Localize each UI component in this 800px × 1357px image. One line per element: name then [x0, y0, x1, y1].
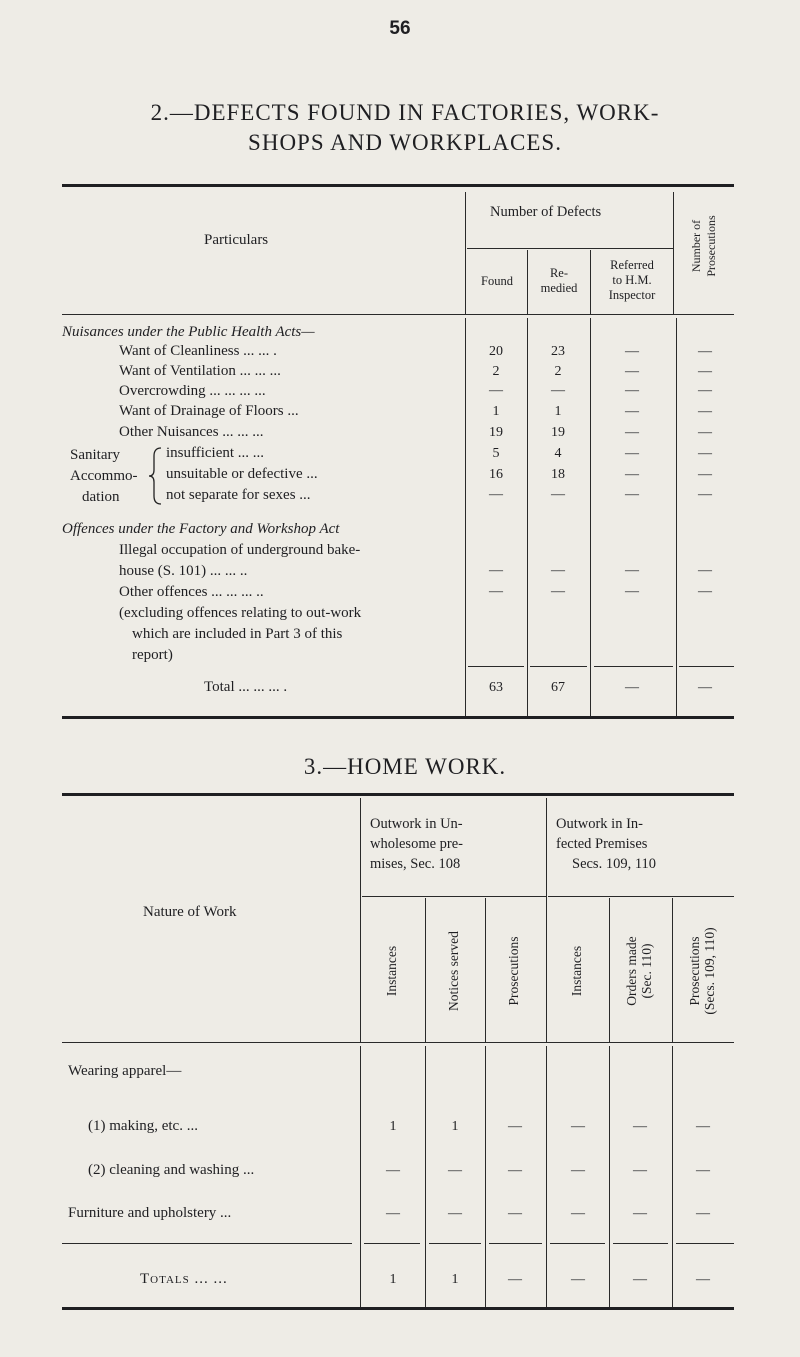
totals-value: — [696, 1272, 710, 1287]
group-1-header-line: mises, Sec. 108 [370, 856, 461, 872]
referred-header-line: Inspector [608, 288, 656, 302]
instances-2-header: Instances [569, 945, 584, 997]
row-label: Other offences ... ... ... .. [119, 584, 264, 600]
col-divider [546, 798, 547, 1042]
prosecutions-header-line: Prosecutions [704, 215, 718, 277]
cell-remedied: 19 [551, 425, 565, 440]
prosecutions-2-header-line: (Secs. 109, 110) [702, 927, 717, 1015]
cell-value: — [448, 1163, 462, 1178]
group-2-header-line: fected Premises [556, 836, 648, 852]
bottom-rule [62, 1307, 734, 1310]
total-found: 63 [489, 680, 503, 695]
row-label: (1) making, etc. ... [88, 1118, 198, 1134]
referred-header-line: to H.M. [612, 273, 652, 287]
particulars-header: Particulars [204, 232, 269, 248]
cell-value: — [633, 1163, 647, 1178]
totals-rule [613, 1243, 668, 1244]
cell-value: — [696, 1163, 710, 1178]
cell-referred: — [625, 364, 639, 379]
col-divider [609, 1046, 610, 1307]
cell-value: — [696, 1119, 710, 1134]
section-2-title-line-1: 2.—DEFECTS FOUND IN FACTORIES, WORK- [150, 100, 660, 125]
header-rule [362, 896, 546, 897]
col-divider [425, 1046, 426, 1307]
header-bottom-rule [62, 314, 734, 315]
totals-rule [550, 1243, 605, 1244]
cell-remedied: — [551, 584, 565, 599]
orders-made-header-line: Orders made [624, 936, 639, 1006]
group-2-header [556, 814, 656, 874]
col-divider [546, 1046, 547, 1307]
cell-found: 2 [492, 364, 500, 379]
cell-prosecutions: — [698, 467, 712, 482]
header-rule [548, 896, 734, 897]
prosecutions-header: Prosecutions [506, 936, 521, 1006]
cell-value: — [508, 1119, 522, 1134]
header-rule [467, 248, 673, 249]
row-label: (2) cleaning and washing ... [88, 1162, 255, 1178]
col-divider [485, 1046, 486, 1307]
cell-remedied: — [551, 383, 565, 398]
total-rule [594, 666, 673, 667]
cell-value: — [448, 1206, 462, 1221]
section-3-title: 3.—HOME WORK. [303, 754, 507, 779]
notices-served-header: Notices served [446, 931, 461, 1011]
prosecutions-header [689, 191, 719, 301]
cell-prosecutions: — [698, 563, 712, 578]
total-prosecutions: — [698, 680, 712, 695]
cell-referred: — [625, 383, 639, 398]
col-divider [465, 318, 466, 716]
nature-of-work-header: Nature of Work [143, 904, 237, 920]
cell-value: — [633, 1119, 647, 1134]
top-rule [62, 184, 734, 187]
page-number: 56 [389, 18, 411, 39]
prosecutions-header-line: Number of [689, 219, 703, 273]
bottom-rule [62, 716, 734, 719]
totals-rule [676, 1243, 734, 1244]
cell-value: — [386, 1163, 400, 1178]
cell-referred: — [625, 404, 639, 419]
cell-referred: — [625, 344, 639, 359]
remedied-header [529, 266, 589, 296]
row-label: insufficient ... ... [166, 445, 265, 461]
cell-referred: — [625, 487, 639, 502]
orders-made-header-line: (Sec. 110) [639, 943, 654, 999]
cell-prosecutions: — [698, 446, 712, 461]
cell-found: 1 [492, 404, 500, 419]
col-divider [676, 318, 677, 716]
sanitary-brace [148, 446, 164, 506]
cell-value: — [386, 1206, 400, 1221]
cell-remedied: 2 [554, 364, 562, 379]
remedied-header-line: medied [540, 281, 578, 295]
orders-made-header [624, 909, 656, 1033]
totals-value: — [571, 1272, 585, 1287]
sanitary-label-line: Accommo- [70, 468, 138, 484]
header-bottom-rule [62, 1042, 734, 1043]
row-label: which are included in Part 3 of this [132, 626, 343, 642]
cell-referred: — [625, 446, 639, 461]
row-label: (excluding offences relating to out-work [119, 605, 362, 621]
cell-referred: — [625, 425, 639, 440]
group-1-header-line: wholesome pre- [370, 836, 464, 852]
cell-remedied: 18 [551, 467, 565, 482]
col-divider [672, 1046, 673, 1307]
sanitary-label-line: Sanitary [70, 447, 120, 463]
cell-value: 1 [451, 1119, 459, 1134]
total-remedied: 67 [551, 680, 565, 695]
group-1-header-line: Outwork in Un- [370, 816, 463, 832]
col-divider [360, 798, 361, 1042]
cell-value: — [571, 1119, 585, 1134]
col-divider [673, 192, 674, 314]
cell-value: — [571, 1163, 585, 1178]
cell-referred: — [625, 563, 639, 578]
instances-header: Instances [384, 945, 399, 997]
cell-value: — [508, 1163, 522, 1178]
cell-prosecutions: — [698, 584, 712, 599]
total-rule [468, 666, 524, 667]
totals-value: 1 [389, 1272, 397, 1287]
referred-header-line: Referred [610, 258, 654, 272]
wearing-apparel-heading: Wearing apparel— [68, 1063, 182, 1079]
row-label: Want of Drainage of Floors ... [119, 403, 299, 419]
cell-remedied: — [551, 487, 565, 502]
cell-value: — [696, 1206, 710, 1221]
totals-rule [364, 1243, 420, 1244]
section-2-title [40, 98, 770, 158]
cell-found: 16 [489, 467, 503, 482]
group-2-header-line: Secs. 109, 110 [572, 856, 657, 872]
total-referred: — [625, 680, 639, 695]
number-of-defects-header: Number of Defects [490, 204, 602, 220]
cell-remedied: 4 [554, 446, 562, 461]
cell-referred: — [625, 467, 639, 482]
cell-found: — [489, 563, 503, 578]
row-label: Other Nuisances ... ... ... [119, 424, 264, 440]
cell-referred: — [625, 584, 639, 599]
remedied-header-line: Re- [549, 266, 569, 280]
row-label: Furniture and upholstery ... [68, 1205, 232, 1221]
col-divider [590, 250, 591, 314]
total-label: Total ... ... ... . [204, 679, 288, 695]
row-label: Want of Cleanliness ... ... . [119, 343, 277, 359]
row-label: house (S. 101) ... ... .. [119, 563, 248, 579]
col-divider [360, 1046, 361, 1307]
row-label: Overcrowding ... ... ... ... [119, 383, 266, 399]
cell-value: — [633, 1206, 647, 1221]
total-rule [530, 666, 587, 667]
group-1-header [370, 814, 463, 874]
col-divider [590, 318, 591, 716]
prosecutions-2-header [687, 909, 719, 1033]
cell-prosecutions: — [698, 383, 712, 398]
row-label: report) [132, 647, 173, 663]
found-header: Found [481, 274, 513, 288]
col-divider [485, 898, 486, 1042]
col-divider [425, 898, 426, 1042]
totals-value: 1 [451, 1272, 459, 1287]
col-divider [672, 898, 673, 1042]
col-divider [527, 250, 528, 314]
totals-rule [489, 1243, 542, 1244]
cell-remedied: 23 [551, 344, 565, 359]
group-2-header-line: Outwork in In- [556, 816, 643, 832]
referred-header [592, 258, 672, 303]
nuisances-heading: Nuisances under the Public Health Acts— [62, 324, 315, 340]
totals-value: — [633, 1272, 647, 1287]
cell-found: — [489, 487, 503, 502]
cell-prosecutions: — [698, 425, 712, 440]
sanitary-label [70, 445, 137, 508]
row-label: Illegal occupation of underground bake- [119, 542, 361, 558]
cell-found: 20 [489, 344, 503, 359]
cell-prosecutions: — [698, 364, 712, 379]
cell-remedied: 1 [554, 404, 562, 419]
col-divider [527, 318, 528, 716]
cell-found: 5 [492, 446, 500, 461]
totals-rule [429, 1243, 481, 1244]
totals-value: — [508, 1272, 522, 1287]
cell-prosecutions: — [698, 487, 712, 502]
section-2-title-line-2: SHOPS AND WORKPLACES. [248, 130, 562, 155]
cell-prosecutions: — [698, 344, 712, 359]
row-label: unsuitable or defective ... [166, 466, 318, 482]
col-divider [465, 192, 466, 314]
cell-prosecutions: — [698, 404, 712, 419]
cell-value: — [571, 1206, 585, 1221]
cell-value: 1 [389, 1119, 397, 1134]
totals-rule [62, 1243, 352, 1244]
row-label: not separate for sexes ... [166, 487, 311, 503]
sanitary-label-line: dation [82, 489, 120, 505]
offences-heading: Offences under the Factory and Workshop Act [62, 521, 340, 537]
row-label: Want of Ventilation ... ... ... [119, 363, 281, 379]
totals-label: Totals ... ... [140, 1271, 228, 1287]
cell-found: — [489, 383, 503, 398]
cell-value: — [508, 1206, 522, 1221]
cell-found: 19 [489, 425, 503, 440]
cell-remedied: — [551, 563, 565, 578]
total-rule [679, 666, 734, 667]
prosecutions-2-header-line: Prosecutions [687, 936, 702, 1006]
top-rule [62, 793, 734, 796]
cell-found: — [489, 584, 503, 599]
col-divider [609, 898, 610, 1042]
